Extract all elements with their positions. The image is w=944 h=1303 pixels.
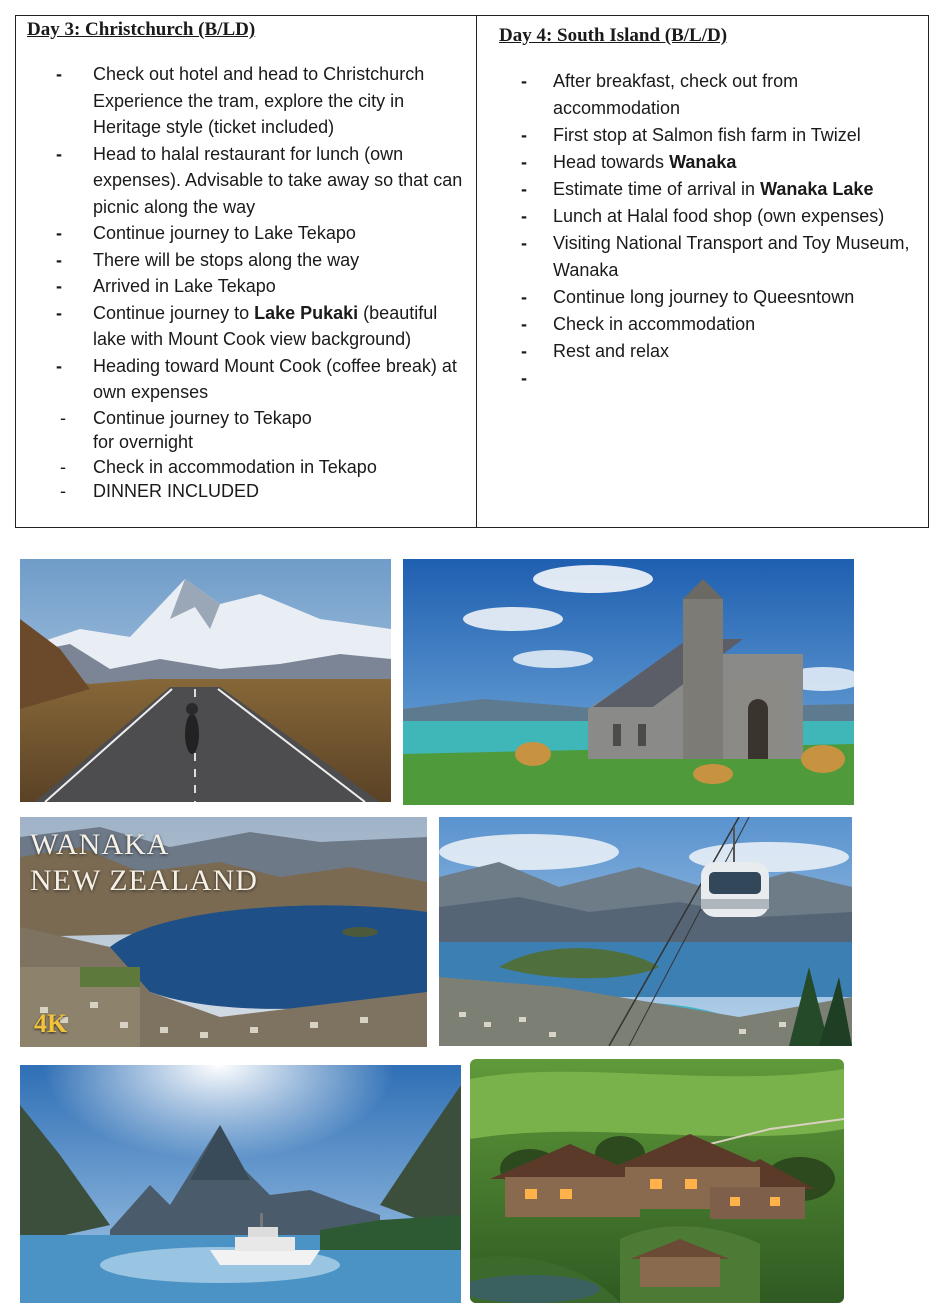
list-item: - Visiting National Transport and Toy Museum, Wanaka	[521, 233, 910, 280]
list-item: - Check in accommodation	[521, 314, 756, 334]
list-item: - Continue long journey to Queesntown	[521, 287, 855, 307]
list-item: - After breakfast, check out from accommodation	[521, 71, 799, 118]
list-item: - Arrived in Lake Tekapo	[56, 276, 276, 296]
list-item: - Check out hotel and head to Christchurch Experience the tram, explore the city in Heritage style (ticket included)	[56, 64, 425, 137]
list-item: - Continue journey to Lake Pukaki (beautiful lake with Mount Cook view background)	[56, 302, 438, 349]
church-good-shepherd-photo	[403, 559, 854, 805]
list-item: - Head towards Wanaka	[521, 152, 737, 172]
queenstown-gondola-photo	[439, 817, 852, 1046]
4k-badge: 4K	[34, 1009, 68, 1038]
wanaka-overlay-title: WANAKA NEW ZEALAND	[30, 828, 258, 897]
list-item: - Rest and relax	[521, 341, 670, 361]
day3-column	[16, 16, 477, 527]
day3-list	[16, 61, 466, 504]
mount-cook-road-photo	[20, 559, 391, 802]
wanaka-lake-photo	[20, 817, 427, 1047]
list-item: - There will be stops along the way	[56, 249, 360, 270]
milford-sound-photo	[20, 1065, 461, 1303]
hobbiton-photo	[470, 1059, 844, 1303]
day4-title: Day 4: South Island (B/L/D)	[499, 25, 728, 46]
list-item: - Head to halal restaurant for lunch (own expenses). Advisable to take away so that can picnic along the way	[56, 143, 463, 217]
list-item: - DINNER INCLUDED	[60, 481, 260, 501]
list-item: - Check in accommodation in Tekapo	[60, 456, 377, 477]
list-item: - Continue journey to Lake Tekapo	[56, 223, 356, 243]
list-item: - Estimate time of arrival in Wanaka Lake	[521, 179, 874, 199]
list-item: - Lunch at Halal food shop (own expenses)	[521, 206, 885, 226]
list-item: - First stop at Salmon fish farm in Twizel	[521, 125, 861, 145]
day3-title: Day 3: Christchurch (B/LD)	[27, 19, 256, 40]
itinerary-table	[15, 15, 929, 528]
list-item: - Continue journey to Tekapo for overnight	[60, 407, 312, 452]
day4-list: - After breakfast, check out from accommodation - First stop at Salmon fish farm in Twizel - Head towards Wanaka - Estimate time of arrival in Wanaka Lake - Lunch at Halal food shop (own expenses) - Visiting National Transport and Toy Museum, Wanaka - Continue long journey to Queesntown - Check in accommodation - Rest and relax -	[477, 68, 917, 365]
day4-column	[477, 16, 928, 527]
list-item: - Heading toward Mount Cook (coffee break) at own expenses	[56, 355, 457, 402]
